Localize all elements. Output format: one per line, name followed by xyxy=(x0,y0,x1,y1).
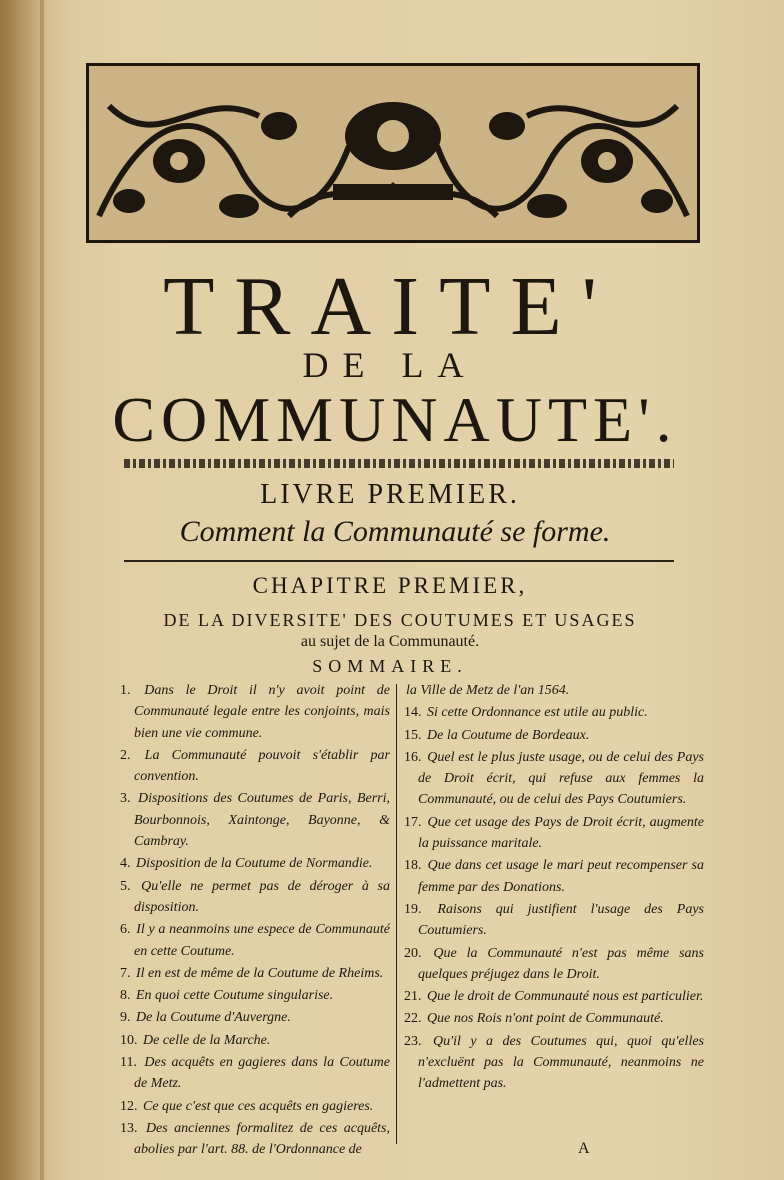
summary-item-number: 15. xyxy=(404,727,422,743)
summary-item-number: 6. xyxy=(120,922,131,938)
summary-item xyxy=(404,943,704,986)
summary-item xyxy=(120,680,390,744)
summary-item-number: 20. xyxy=(404,945,422,961)
decorative-border-icon xyxy=(124,459,674,468)
summary-item xyxy=(404,725,704,746)
summary-item xyxy=(120,788,390,852)
title-line-1: TRAITE' xyxy=(163,260,617,353)
chapter-heading: CHAPITRE PREMIER, xyxy=(252,573,528,598)
chapter-title-line-2: au sujet de la Communauté. xyxy=(300,633,480,650)
summary-item xyxy=(404,899,704,942)
title-line-3: COMMUNAUTE'. xyxy=(112,384,678,455)
summary-item xyxy=(120,985,390,1006)
summary-item-text: De la Coutume de Bordeaux. xyxy=(427,727,590,743)
summary-item-text: Des acquêts en gagieres dans la Coutume de Metz. xyxy=(134,1055,391,1092)
summary-item-number: 3. xyxy=(120,791,131,807)
summary-item-text: Qu'il y a des Coutumes qui, quoi qu'elles n'excluënt pas la Communauté, neanmoins ne l'admettent pas. xyxy=(418,1033,704,1092)
summary-item-text: Dans le Droit il n'y avoit point de Communauté legale entre les conjoints, mais bien une vie commune. xyxy=(134,683,390,741)
summary-item-text: Il y a neanmoins une espece de Communauté en cette Coutume. xyxy=(134,922,391,959)
column-divider xyxy=(396,684,397,1144)
summary-item-number: 16. xyxy=(404,749,422,765)
summary-item-text: La Communauté pouvoit s'établir par convention. xyxy=(134,747,390,785)
summary-item-number: 19. xyxy=(404,901,422,917)
summary-item-number: 1. xyxy=(120,683,131,698)
summary-item-number: 22. xyxy=(404,1011,422,1027)
summary-item xyxy=(120,1030,390,1051)
summary-item xyxy=(404,680,704,701)
summary-item xyxy=(404,986,704,1007)
summary-item-number: 2. xyxy=(120,747,131,763)
summary-item xyxy=(120,963,390,984)
title-line-2: DE LA xyxy=(302,345,478,385)
summary-item xyxy=(120,1118,390,1161)
summary-item xyxy=(120,1096,390,1117)
summary-item-text: Il en est de même de la Coutume de Rheims. xyxy=(136,965,384,981)
summary-item-text: Que le droit de Communauté nous est particulier. xyxy=(427,989,704,1005)
summary-item xyxy=(404,812,704,855)
summary-item xyxy=(120,853,390,874)
summary-item xyxy=(404,702,704,723)
summary-item-text: De la Coutume d'Auvergne. xyxy=(136,1010,291,1026)
summary-item-text: Disposition de la Coutume de Normandie. xyxy=(136,856,373,872)
summary-item-text: Raisons qui justifient l'usage des Pays Coutumiers. xyxy=(418,901,705,939)
summary-item-number: 17. xyxy=(404,814,422,830)
summary-item-number: 13. xyxy=(120,1120,138,1136)
summary-item-number: 8. xyxy=(120,988,131,1004)
book-heading: LIVRE PREMIER. xyxy=(260,479,520,510)
summary-item xyxy=(120,1052,390,1095)
page-gutter xyxy=(40,0,44,1180)
summary-column-left xyxy=(120,680,390,1162)
summary-item-text: En quoi cette Coutume singularise. xyxy=(136,988,334,1004)
summary-item xyxy=(404,1031,704,1095)
summary-item xyxy=(120,1007,390,1028)
summary-item-text: Des anciennes formalitez de ces acquêts, abolies par l'art. 88. de l'Ordonnance de xyxy=(134,1120,390,1158)
chapter-title-line-1: DE LA DIVERSITE' DES COUTUMES ET USAGES xyxy=(163,610,637,630)
floral-ornament-headpiece-icon xyxy=(86,63,700,243)
summary-item-text: Que nos Rois n'ont point de Communauté. xyxy=(427,1011,664,1027)
summary-item-text: Dispositions des Coutumes de Paris, Berri, Bourbonnois, Xaintonge, Bayonne, & Cambray. xyxy=(134,791,390,850)
summary-item-number: 7. xyxy=(120,965,131,981)
summary-item xyxy=(120,919,390,962)
summary-item xyxy=(404,1008,704,1029)
summary-item xyxy=(120,876,390,919)
summary-item-number: 12. xyxy=(120,1098,138,1114)
summary-item xyxy=(404,747,704,811)
summary-heading: SOMMAIRE. xyxy=(312,656,468,676)
summary-item-number: 11. xyxy=(120,1055,137,1071)
signature-mark: A xyxy=(578,1140,590,1157)
summary-item-text: Quel est le plus juste usage, ou de celui des Pays de Droit écrit, qui refuse aux femmes la Communauté, ou de celui des Pays Coutumiers. xyxy=(418,749,705,808)
summary-item-number: 14. xyxy=(404,705,422,721)
summary-item-text: Qu'elle ne permet pas de déroger à sa disposition. xyxy=(134,878,390,915)
summary-item-text: Ce que c'est que ces acquêts en gagieres. xyxy=(143,1098,374,1114)
summary-item-number: 23. xyxy=(404,1033,422,1049)
summary-item-text: Si cette Ordonnance est utile au public. xyxy=(427,705,648,721)
summary-item-number: 18. xyxy=(404,858,422,874)
summary-item-text: Que la Communauté n'est pas même sans quelques préjugez dans le Droit. xyxy=(418,945,704,982)
summary-item-text: De celle de la Marche. xyxy=(143,1032,271,1048)
page-edge-stain xyxy=(0,0,70,1180)
summary-item xyxy=(120,745,390,788)
summary-item-number: 21. xyxy=(404,989,422,1005)
divider-rule xyxy=(124,560,674,562)
summary-column-right xyxy=(404,680,704,1096)
summary-item-number: 4. xyxy=(120,856,131,872)
summary-item-text: Que dans cet usage le mari peut recompenser sa femme par des Donations. xyxy=(418,858,704,895)
summary-item xyxy=(404,855,704,898)
book-subtitle: Comment la Communauté se forme. xyxy=(179,515,611,548)
summary-item-text: la Ville de Metz de l'an 1564. xyxy=(406,683,570,698)
summary-item-text: Que cet usage des Pays de Droit écrit, augmente la puissance maritale. xyxy=(418,814,704,852)
summary-item-number: 5. xyxy=(120,878,131,894)
summary-item-number: 9. xyxy=(120,1010,131,1026)
summary-item-number: 10. xyxy=(120,1032,138,1048)
